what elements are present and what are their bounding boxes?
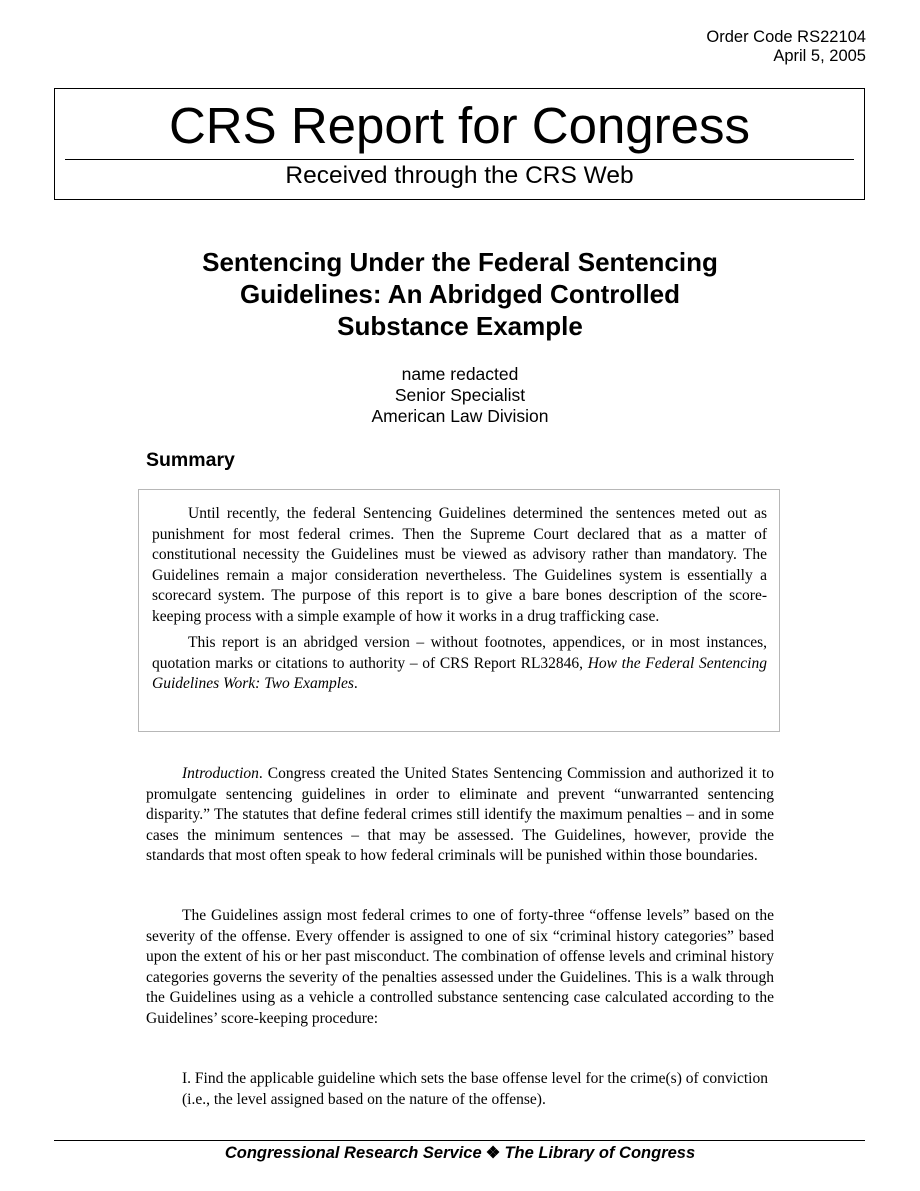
footer-library: The Library of Congress [504, 1144, 696, 1162]
step-one-section [182, 1069, 774, 1110]
introduction-paragraph [146, 764, 774, 867]
masthead-divider [65, 159, 854, 160]
author-position: Senior Specialist [394, 385, 526, 405]
step-one-paragraph: I. Find the applicable guideline which sets the base offense level for the crime(s) of conviction (i.e., the level assigned based on the nature of the offense). [182, 1070, 768, 1108]
offense-levels-paragraph: The Guidelines assign most federal crimes to one of forty-three “offense levels” based on the severity of the offense. Every offender is assigned to one of six “criminal history categories” based upon the extent of his or her past misconduct. The combination of offense levels and criminal history categories governs the severity of the penalties assessed under the Guidelines. This is a walk through the Guidelines using as a vehicle a controlled substance sentencing case calculated according to the Guidelines’ score-keeping procedure: [146, 907, 774, 1027]
summary-box [138, 489, 780, 732]
order-meta [706, 28, 866, 66]
summary-text: This report is an abridged version – without footnotes, appendices, or in most instances, quotation marks or citations to authority – of CRS Report RL32846, [152, 634, 767, 672]
footer [0, 1143, 920, 1163]
author-division: American Law Division [371, 406, 549, 426]
summary-text: . [353, 675, 358, 692]
report-date: April 5, 2005 [773, 47, 866, 65]
report-title-line: Guidelines: An Abridged Controlled [239, 279, 681, 309]
report-title-line: Substance Example [337, 311, 583, 341]
masthead-subtitle: Received through the CRS Web [285, 162, 634, 189]
introduction-text: . Congress created the United States Sentencing Commission and authorized it to promulgate sentencing guidelines in order to eliminate and prevent “unwarranted sentencing disparity.” The statutes that define federal crimes still identify the maximum penalties – and in some cases the minimum sentences – that may be assessed. The Guidelines, however, provide the standards that most often speak to how federal criminals will be punished within those boundaries. [146, 765, 774, 864]
offense-levels-section [146, 906, 774, 1029]
summary-paragraph: Until recently, the federal Sentencing Guidelines determined the sentences meted out as punishment for most federal crimes. Then the Supreme Court declared that as a matter of constitutional necessity the Guidelines must be viewed as advisory rather than mandatory. The Guidelines remain a major consideration nevertheless. The Guidelines system is essentially a scorecard system. The purpose of this report is to give a bare bones description of the score-keeping process with a simple example of how it works in a drug trafficking case. [152, 505, 767, 625]
author-block [0, 364, 920, 427]
report-citation: How the Federal Sentencing Guidelines Work: Two Examples [152, 654, 767, 692]
footer-publisher: Congressional Research Service [224, 1144, 482, 1162]
summary-paragraph [152, 633, 767, 695]
summary-heading: Summary [146, 449, 235, 471]
report-title [100, 246, 820, 342]
report-title-line: Sentencing Under the Federal Sentencing [202, 247, 718, 277]
introduction-section [146, 764, 774, 867]
order-code: Order Code RS22104 [706, 28, 866, 46]
introduction-label: Introduction [182, 765, 259, 782]
footer-divider [54, 1140, 865, 1141]
diamond-icon: ❖ [485, 1144, 501, 1162]
masthead-title: CRS Report for Congress [168, 97, 751, 154]
author-name: name redacted [401, 364, 519, 384]
masthead [54, 88, 865, 200]
